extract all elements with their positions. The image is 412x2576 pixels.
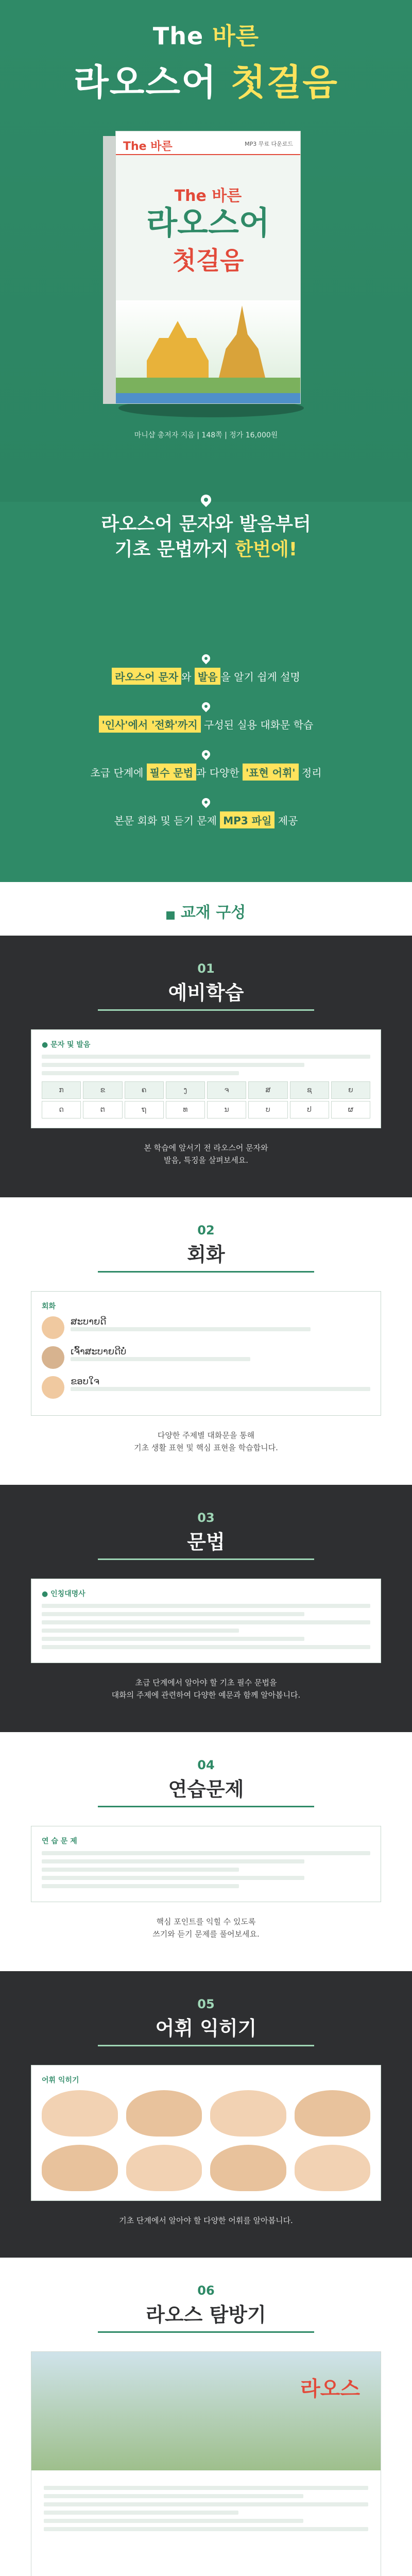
chapter-number: 01 xyxy=(197,961,215,976)
chapter-title: 회화 xyxy=(187,1243,225,1266)
chapter-preview xyxy=(31,1291,381,1416)
tour-preview xyxy=(31,2351,381,2576)
lao-dialog-line: ສະບາຍດີ xyxy=(71,1316,107,1327)
lao-consonant-cell: ບ xyxy=(248,1101,287,1118)
book-title-line-3: 첫걸음 xyxy=(172,246,244,276)
chapter-04 xyxy=(0,1732,412,1971)
lao-consonant-cell: ຖ xyxy=(125,1101,164,1118)
chapter-badge xyxy=(98,1758,314,1807)
lao-consonant-cell: ທ xyxy=(166,1101,205,1118)
feature-item xyxy=(0,702,412,733)
feature-highlight: '인사'에서 '전화'까지 xyxy=(99,716,201,733)
family-member-illustration xyxy=(210,2090,286,2137)
speaker-avatar xyxy=(42,1376,64,1399)
caption-line: 다양한 주제별 대화문을 통해 xyxy=(157,1431,255,1440)
hero-title-main-1: 라오스어 xyxy=(74,61,231,104)
preview-text-line xyxy=(42,1055,370,1059)
lao-consonant-cell: ຂ xyxy=(83,1081,122,1099)
preview-text-line xyxy=(44,2527,368,2531)
caption-line: 기초 단계에서 알아야 할 다양한 어휘를 알아봅니다. xyxy=(119,2216,293,2225)
dialog-row xyxy=(42,1376,370,1399)
preview-text-line xyxy=(42,1851,370,1855)
chapter-title: 연습문제 xyxy=(168,1778,244,1801)
preview-text-line xyxy=(44,2511,238,2515)
feature-highlight: '표현 어휘' xyxy=(243,764,299,781)
hero-title-main-accent: 첫걸음 xyxy=(230,61,338,104)
family-member-illustration xyxy=(295,2090,371,2137)
headline-block xyxy=(0,495,412,562)
caption-line: 기초 생활 표현 및 핵심 표현을 학습합니다. xyxy=(134,1443,278,1452)
family-member-illustration xyxy=(126,2090,202,2137)
chapter-number: 04 xyxy=(197,1758,215,1772)
dialog-row xyxy=(42,1346,370,1369)
headline-line-1: 라오스어 문자와 발음부터 xyxy=(101,514,311,535)
preview-title: 연 습 문 제 xyxy=(42,1837,77,1845)
chapter-title: 어휘 익히기 xyxy=(155,2017,257,2040)
dialog-row xyxy=(42,1316,370,1339)
cover-water xyxy=(116,393,301,403)
section-title: 교재 구성 xyxy=(180,904,246,922)
preview-text-line xyxy=(71,1387,370,1391)
feature-highlight: 발음 xyxy=(195,668,221,685)
caption-line: 핵심 포인트를 익힐 수 있도록 xyxy=(156,1917,256,1926)
chapter-underline xyxy=(98,1558,314,1560)
chapter-badge xyxy=(98,1997,314,2046)
lao-consonant-cell: ຄ xyxy=(125,1081,164,1099)
speaker-avatar xyxy=(42,1316,64,1339)
book-title-line-1: The 바른 xyxy=(174,187,242,205)
caption-line: 대화의 주제에 관련하여 다양한 예문과 함께 알아봅니다. xyxy=(111,1690,301,1700)
chapter-05 xyxy=(0,1971,412,2258)
preview-text-line xyxy=(42,1859,304,1863)
feature-text: 초급 단계에 xyxy=(90,767,147,779)
lao-consonant-cell: ຜ xyxy=(331,1101,370,1118)
chapter-underline xyxy=(98,1009,314,1011)
square-bullet-icon xyxy=(166,911,175,920)
caption-line: 초급 단계에서 알아야 할 기초 필수 문법을 xyxy=(135,1678,277,1687)
chapter-number: 05 xyxy=(197,1997,215,2011)
dialog-bubble xyxy=(71,1316,370,1335)
preview-text-line xyxy=(44,2519,303,2523)
hero-top xyxy=(0,18,412,502)
preview-text-line xyxy=(42,1876,304,1880)
caption-line: 본 학습에 앞서기 전 라오스어 문자와 xyxy=(144,1143,268,1153)
chapter-caption xyxy=(0,1676,412,1701)
preview-text-line xyxy=(42,1868,239,1872)
dialog-bubble xyxy=(71,1346,370,1365)
chapter-underline xyxy=(98,2331,314,2333)
preview-text-line xyxy=(42,1637,304,1641)
chapter-number: 02 xyxy=(197,1223,215,1238)
preview-text-line xyxy=(71,1357,250,1361)
book-band xyxy=(116,131,300,155)
feature-highlight: 필수 문법 xyxy=(147,764,196,781)
chapter-preview xyxy=(31,2065,381,2201)
chapter-caption xyxy=(0,1429,412,1454)
chapter-01 xyxy=(0,936,412,1197)
lao-dialog-line: ເຈົ້າສະບາຍດີບໍ່ xyxy=(71,1346,127,1357)
hero-title-prefix: The xyxy=(152,22,213,50)
map-pin-icon xyxy=(200,701,212,713)
headline xyxy=(0,512,412,562)
chapter-caption xyxy=(0,1142,412,1166)
hero-title-accent: 바른 xyxy=(212,22,260,50)
tour-photo xyxy=(31,2352,381,2470)
preview-text-line xyxy=(44,2494,303,2498)
lao-consonant-cell: ກ xyxy=(42,1081,81,1099)
composition-section-header xyxy=(0,882,412,936)
preview-title: ● 문자 및 발음 xyxy=(42,1041,91,1049)
headline-accent: 한번에! xyxy=(235,538,298,560)
chapter-badge xyxy=(98,1511,314,1560)
preview-text-line xyxy=(71,1327,311,1331)
lao-dialog-line: ຂອບໃຈ xyxy=(71,1376,100,1387)
lao-consonant-cell: ສ xyxy=(248,1081,287,1099)
family-member-illustration xyxy=(126,2145,202,2191)
headline-line-2: 기초 문법까지 xyxy=(114,538,235,560)
family-member-illustration xyxy=(295,2145,371,2191)
chapter-caption xyxy=(0,1916,412,1940)
chapter-preview xyxy=(31,1579,381,1663)
chapter-badge xyxy=(98,2283,314,2333)
map-pin-icon xyxy=(200,653,212,665)
preview-text-line xyxy=(42,1604,370,1608)
family-member-illustration xyxy=(42,2145,118,2191)
preview-text-line xyxy=(42,1629,239,1633)
family-member-illustration xyxy=(42,2090,118,2137)
feature-item xyxy=(0,654,412,685)
map-pin-icon xyxy=(200,749,212,760)
preview-text-line xyxy=(42,1620,370,1624)
lao-consonant-cell: ຍ xyxy=(331,1081,370,1099)
preview-text-line xyxy=(42,1612,304,1616)
dialog-bubble xyxy=(71,1376,370,1395)
lao-consonant-cell: ຈ xyxy=(207,1081,246,1099)
chapter-02 xyxy=(0,1197,412,1485)
chapter-caption xyxy=(0,2214,412,2227)
chapter-preview xyxy=(31,1826,381,1902)
feature-text: 정리 xyxy=(298,767,322,779)
chapter-number: 03 xyxy=(197,1511,215,1525)
map-pin-icon xyxy=(199,493,213,507)
feature-highlight: MP3 파일 xyxy=(220,811,274,828)
chapter-preview xyxy=(31,1029,381,1128)
chapter-title: 라오스 탐방기 xyxy=(146,2303,266,2326)
chapter-title: 문법 xyxy=(187,1531,225,1553)
map-pin-icon xyxy=(200,796,212,808)
lao-consonant-cell: ປ xyxy=(290,1101,329,1118)
feature-text: 을 알기 쉽게 설명 xyxy=(220,671,300,683)
book-cover xyxy=(115,131,301,404)
preview-title: 어휘 익히기 xyxy=(42,2076,79,2084)
feature-text: 과 다양한 xyxy=(196,767,243,779)
feature-item xyxy=(0,750,412,781)
preview-title: ● 인칭대명사 xyxy=(42,1590,85,1598)
lao-consonant-cell: ຕ xyxy=(83,1101,122,1118)
hero-section xyxy=(0,0,412,634)
feature-highlight: 라오스어 문자 xyxy=(112,668,181,685)
book-cover-illustration xyxy=(116,300,301,403)
preview-text-line xyxy=(44,2502,368,2506)
hero-title-main xyxy=(0,54,412,106)
preview-title: 회화 xyxy=(42,1302,56,1311)
feature-text: 구성된 실용 대화문 학습 xyxy=(200,719,314,731)
chapter-06 xyxy=(0,2258,412,2576)
tour-script-title: 라오스 xyxy=(300,2377,360,2401)
hero-title-top xyxy=(0,18,412,52)
chapter-badge xyxy=(98,1223,314,1273)
chapter-underline xyxy=(98,1806,314,1807)
vocab-illustrations xyxy=(42,2090,370,2191)
lao-consonant-table xyxy=(42,1081,370,1118)
preview-text-line xyxy=(42,1645,370,1649)
caption-line: 쓰기와 듣기 문제를 풀어보세요. xyxy=(152,1929,260,1939)
chapter-03 xyxy=(0,1485,412,1732)
lao-consonant-cell: ຊ xyxy=(290,1081,329,1099)
publisher-info: 마니샵 총저자 지음 | 148쪽 | 정가 16,000원 xyxy=(134,431,278,439)
feature-text: 와 xyxy=(181,671,195,683)
family-member-illustration xyxy=(210,2145,286,2191)
preview-text-line xyxy=(42,1071,239,1075)
feature-item xyxy=(0,798,412,828)
speaker-avatar xyxy=(42,1346,64,1369)
chapter-title: 예비학습 xyxy=(168,981,244,1004)
caption-line: 발음, 특징을 살펴보세요. xyxy=(164,1156,248,1165)
book-cover-3d xyxy=(103,131,309,419)
chapter-badge xyxy=(98,961,314,1011)
lao-consonant-cell: ງ xyxy=(166,1081,205,1099)
preview-text-line xyxy=(42,1884,239,1888)
book-title xyxy=(116,183,300,276)
feature-text: 제공 xyxy=(274,815,298,827)
preview-text-line xyxy=(44,2486,368,2490)
book-spine xyxy=(103,136,116,404)
chapter-underline xyxy=(98,2045,314,2046)
lao-consonant-cell: ດ xyxy=(42,1101,81,1118)
book-mp3-note: MP3 무료 다운로드 xyxy=(245,141,293,147)
feature-text: 본문 회화 및 듣기 문제 xyxy=(114,815,220,827)
chapter-number: 06 xyxy=(197,2283,215,2298)
tour-text-block xyxy=(44,2486,368,2535)
book-logo: The 바른 xyxy=(123,140,173,153)
chapter-underline xyxy=(98,1271,314,1273)
feature-list xyxy=(0,634,412,882)
preview-text-line xyxy=(42,1063,304,1067)
lao-consonant-cell: ນ xyxy=(207,1101,246,1118)
book-title-line-2: 라오스어 xyxy=(146,204,270,242)
